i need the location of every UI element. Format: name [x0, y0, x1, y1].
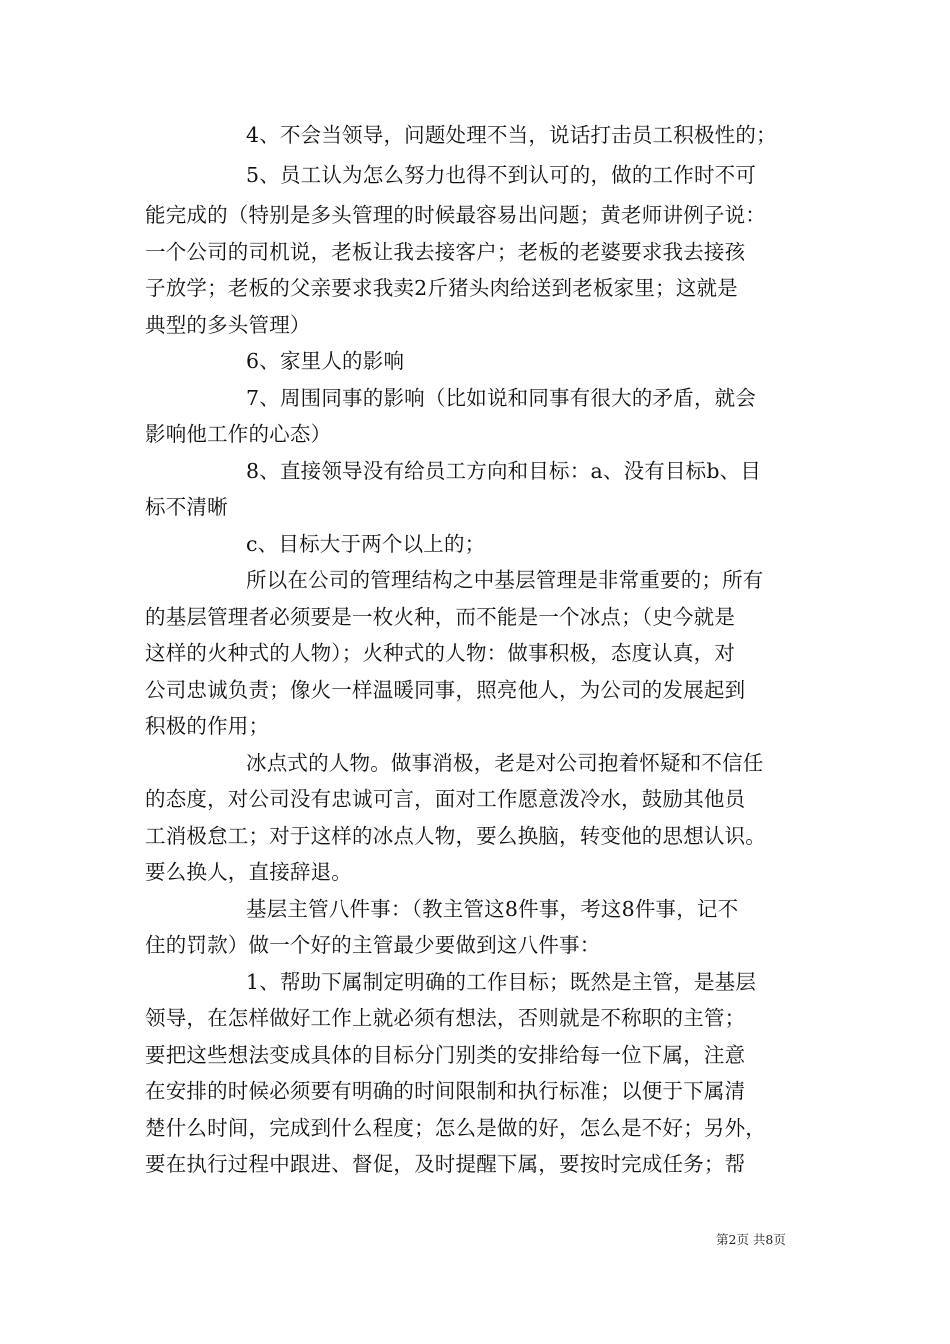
text-line: 影响他工作的心态） [145, 422, 332, 446]
text-line: c、目标大于两个以上的； [246, 532, 486, 556]
text-line: 这样的火种式的人物）；火种式的人物：做事积极，态度认真，对 [145, 641, 736, 665]
text-line: 住的罚款）做一个好的主管最少要做到这八件事： [145, 933, 601, 957]
text-line: 要么换人，直接辞退。 [145, 860, 352, 884]
text-line: 要在执行过程中跟进、督促，及时提醒下属，要按时完成任务；帮 [145, 1152, 746, 1176]
text-line: 楚什么时间，完成到什么程度；怎么是做的好，怎么是不好；另外， [145, 1116, 766, 1140]
text-line: 基层主管八件事：（教主管这8件事，考这8件事，记不 [246, 897, 739, 921]
text-line: 工消极怠工；对于这样的冰点人物，要么换脑，转变他的思想认识。 [145, 824, 766, 848]
page-number-footer: 第2页 共8页 [716, 1232, 786, 1247]
text-line: 子放学；老板的父亲要求我卖2斤猪头肉给送到老板家里；这就是 [145, 276, 738, 300]
text-line: 6、家里人的影响 [246, 349, 405, 373]
text-line: 典型的多头管理） [145, 313, 311, 337]
text-line: 领导，在怎样做好工作上就必须有想法，否则就是不称职的主管； [145, 1006, 746, 1030]
text-line: 能完成的（特别是多头管理的时候最容易出问题；黄老师讲例子说： [145, 203, 766, 227]
text-line: 5、员工认为怎么努力也得不到认可的，做的工作时不可 [246, 163, 757, 187]
text-line: 标不清晰 [145, 495, 228, 519]
text-line: 8、直接领导没有给员工方向和目标：a、没有目标b、目 [246, 459, 762, 483]
text-line: 一个公司的司机说，老板让我去接客户；老板的老婆要求我去接孩 [145, 240, 746, 264]
text-line: 4、不会当领导，问题处理不当，说话打击员工积极性的； [246, 123, 777, 147]
text-line: 所以在公司的管理结构之中基层管理是非常重要的；所有 [246, 568, 764, 592]
text-line: 要把这些想法变成具体的目标分门别类的安排给每一位下属，注意 [145, 1043, 746, 1067]
text-line: 7、周围同事的影响（比如说和同事有很大的矛盾，就会 [246, 386, 757, 410]
text-line: 在安排的时候必须要有明确的时间限制和执行标准；以便于下属清 [145, 1079, 746, 1103]
text-line: 的基层管理者必须要是一枚火种，而不能是一个冰点；（史今就是 [145, 605, 736, 629]
text-line: 1、帮助下属制定明确的工作目标；既然是主管，是基层 [246, 970, 757, 994]
text-line: 公司忠诚负责；像火一样温暖同事，照亮他人，为公司的发展起到 [145, 678, 746, 702]
text-line: 冰点式的人物。做事消极，老是对公司抱着怀疑和不信任 [246, 751, 764, 775]
text-line: 的态度，对公司没有忠诚可言，面对工作愿意泼冷水，鼓励其他员 [145, 787, 746, 811]
text-line: 积极的作用； [145, 714, 270, 738]
